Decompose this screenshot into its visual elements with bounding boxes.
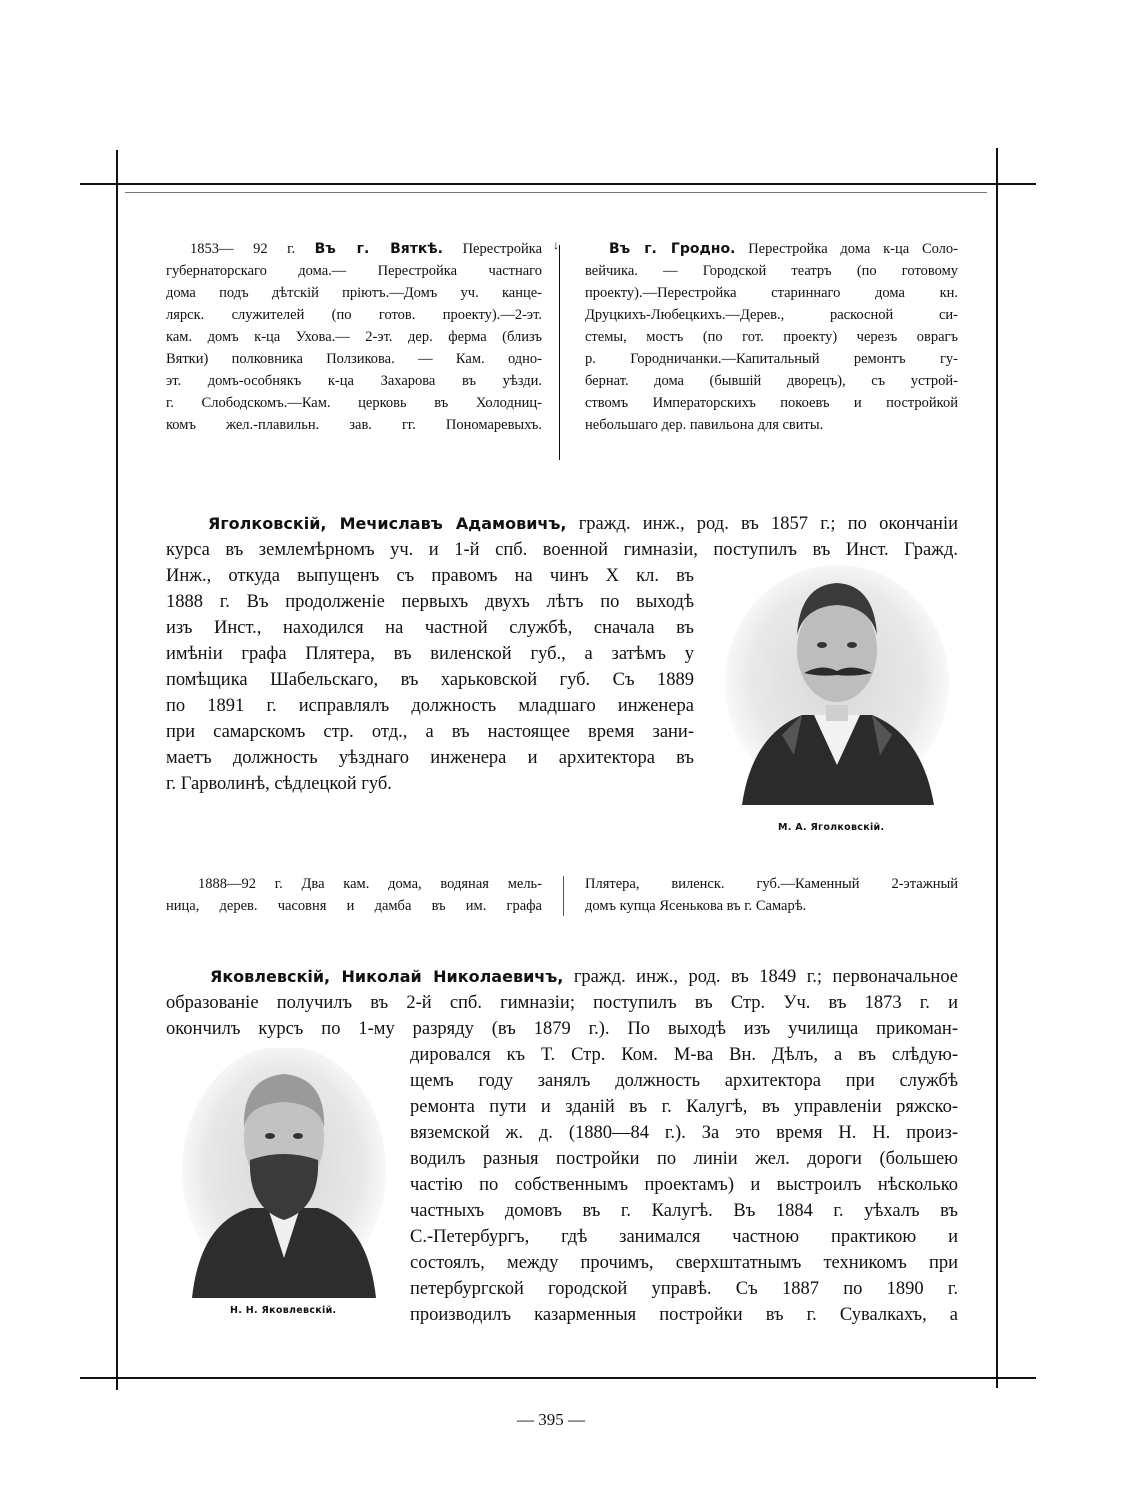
grodno-line-0: Перестройка дома к-ца Соло- [735,241,958,257]
frame-top-line [80,183,1036,185]
vyatka-line: дома подъ дѣтскій пріютъ.—Домъ уч. канце- [166,285,542,301]
yagolkovsky-line: при самарскомъ стр. отд., а въ настоящее время зани- [166,722,694,742]
yakovlevsky-first-rest: гражд. инж., род. въ 1849 г.; первоначальное [563,967,959,987]
yagolkovsky-portrait-image [722,565,952,805]
frame-left-line [116,150,118,1390]
frame-right-line [996,148,998,1388]
yakovlevsky-portrait-image [180,1048,388,1298]
grodno-line: Друцкихъ-Любецкихъ.—Дерев., раскосной си- [585,307,958,323]
vyatka-first-line [166,238,542,260]
vyatka-line: лярск. служителей (по готов. проекту).—2-эт. [166,307,542,323]
grodno-line: вейчика. — Городской театръ (по готовому [585,263,958,279]
yakovlevsky-portrait-caption: Н. Н. Яковлевскій. [230,1305,337,1316]
grodno-first-line [585,238,958,260]
yagolkovsky-portrait-caption: М. А. Яголковскій. [778,822,885,833]
yagolkovsky-last-line: г. Гарволинѣ, сѣдлецкой губ. [166,774,392,794]
yakovlevsky-line-3: окончилъ курсъ по 1-му разряду (въ 1879 г.). По выходѣ изъ училища прикоман- [166,1019,958,1039]
frame-inner-top-line [125,192,987,193]
yagolkovsky-line: Инж., откуда выпущенъ съ правомъ на чинъ X кл. въ [166,566,694,586]
yagolkovsky-works-left [166,873,542,917]
works-left-line [166,873,542,895]
works-divider [563,876,564,916]
frame-bottom-line [80,1377,1036,1379]
yagolkovsky-line: 1888 г. Въ продолженіе первыхъ двухъ лѣтъ по выходѣ [166,592,694,612]
yagolkovsky-works-right [585,873,958,917]
yagolkovsky-line: по 1891 г. исправлялъ должность младшаго инженера [166,696,694,716]
yakovlevsky-line: ремонта пути и зданій въ г. Калугѣ, въ управленіи ряжско- [410,1097,958,1117]
yakovlevsky-line: вяземской ж. д. (1880—84 г.). За это время Н. Н. произ- [410,1123,958,1143]
yagolkovsky-bio-body [166,563,694,797]
page-number: — 395 — [517,1410,585,1429]
works-left-line: ница, дерев. часовня и дамба въ им. графа [166,898,542,914]
vyatka-line: кам. домъ к-ца Ухова.— 2-эт. дер. ферма (близъ [166,329,542,345]
vyatka-line: комъ жел.-плавильн. зав. гг. Пономаревыхъ. [166,417,542,433]
vyatka-line: губернаторскаго дома.— Перестройка частнаго [166,263,542,279]
grodno-block [585,238,958,436]
yakovlevsky-line: С.-Петербургъ, гдѣ занимался частною практикою и [410,1227,958,1247]
yagolkovsky-name: Яголковскій, Мечиславъ Адамовичъ, [208,514,567,533]
yakovlevsky-line: частныхъ домовъ въ г. Калугѣ. Въ 1884 г. уѣхалъ въ [410,1201,958,1221]
yakovlevsky-line: петербургской городской управѣ. Съ 1887 по 1890 г. [410,1279,958,1299]
grodno-line: проекту).—Перестройка стариннаго дома кн. [585,285,958,301]
yagolkovsky-first-line [166,511,958,537]
grodno-line: бернат. дома (бывшій дворецъ), съ устрой- [585,373,958,389]
vyatka-place: Въ г. Вяткѣ. [314,241,443,257]
yakovlevsky-bio-header [166,964,958,1042]
grodno-line: р. Городничанки.—Капитальный ремонтъ гу- [585,351,958,367]
grodno-line: ствомъ Императорскихъ покоевъ и постройкой [585,395,958,411]
works-left-line-0: 1888—92 г. Два кам. дома, водяная мель- [198,876,542,892]
yakovlevsky-name: Яковлевскій, Николай Николаевичъ, [210,967,564,986]
vyatka-block [166,238,542,436]
yagolkovsky-line: имѣніи графа Плятера, въ виленской губ., а затѣмъ у [166,644,694,664]
grodno-line: стемы, мостъ (по гот. проекту) черезъ оврагъ [585,329,958,345]
yakovlevsky-line: щемъ году занялъ должность архитектора при службѣ [410,1071,958,1091]
grodno-line: небольшаго дер. павильона для свиты. [585,417,824,433]
yakovlevsky-first-line [166,964,958,990]
yagolkovsky-first-rest: гражд. инж., род. въ 1857 г.; по окончаніи [566,514,958,534]
works-right-line: домъ купца Ясенькова въ г. Самарѣ. [585,898,807,914]
yakovlevsky-line: состоялъ, между прочимъ, сверхштатнымъ техникомъ при [410,1253,958,1273]
yakovlevsky-line: частію по собственнымъ проектамъ) и выстроилъ нѣсколько [410,1175,958,1195]
yagolkovsky-line: маетъ должность уѣзднаго инженера и архитектора въ [166,748,694,768]
yagolkovsky-line: помѣщика Шабельскаго, въ харьковской губ. Съ 1889 [166,670,694,690]
yagolkovsky-line-2: курса въ землемѣрномъ уч. и 1-й спб. военной гимназіи, поступилъ въ Инст. Гражд. [166,540,958,560]
yakovlevsky-line: водилъ разныя постройки по линіи жел. дороги (большею [410,1149,958,1169]
grodno-place: Въ г. Гродно. [609,241,736,257]
yakovlevsky-line: дировался къ Т. Стр. Ком. М-ва Вн. Дѣлъ, а въ слѣдую- [410,1045,958,1065]
yagolkovsky-line: изъ Инст., находился на частной службѣ, сначала въ [166,618,694,638]
yakovlevsky-line: производилъ казарменныя постройки въ г. Сувалкахъ, а [410,1305,958,1325]
vyatka-line: г. Слободскомъ.—Кам. церковь въ Холодниц- [166,395,542,411]
vyatka-line: эт. домъ-особнякъ к-ца Захарова въ уѣзди. [166,373,542,389]
column-divider-top [559,245,560,460]
works-right-line: Плятера, виленск. губ.—Каменный 2-этажный [585,876,958,892]
vyatka-line: Вятки) полковника Ползикова. — Кам. одно- [166,351,542,367]
yakovlevsky-bio-body [410,1042,958,1328]
vyatka-years: 1853— 92 г. [190,241,315,257]
vyatka-line-0: Перестройка [462,241,543,257]
yakovlevsky-line-2: образованіе получилъ въ 2-й спб. гимназіи; поступилъ въ Стр. Уч. въ 1873 г. и [166,993,958,1013]
yagolkovsky-bio-header [166,511,958,563]
divider-cross-mark: ↓ [553,238,559,252]
